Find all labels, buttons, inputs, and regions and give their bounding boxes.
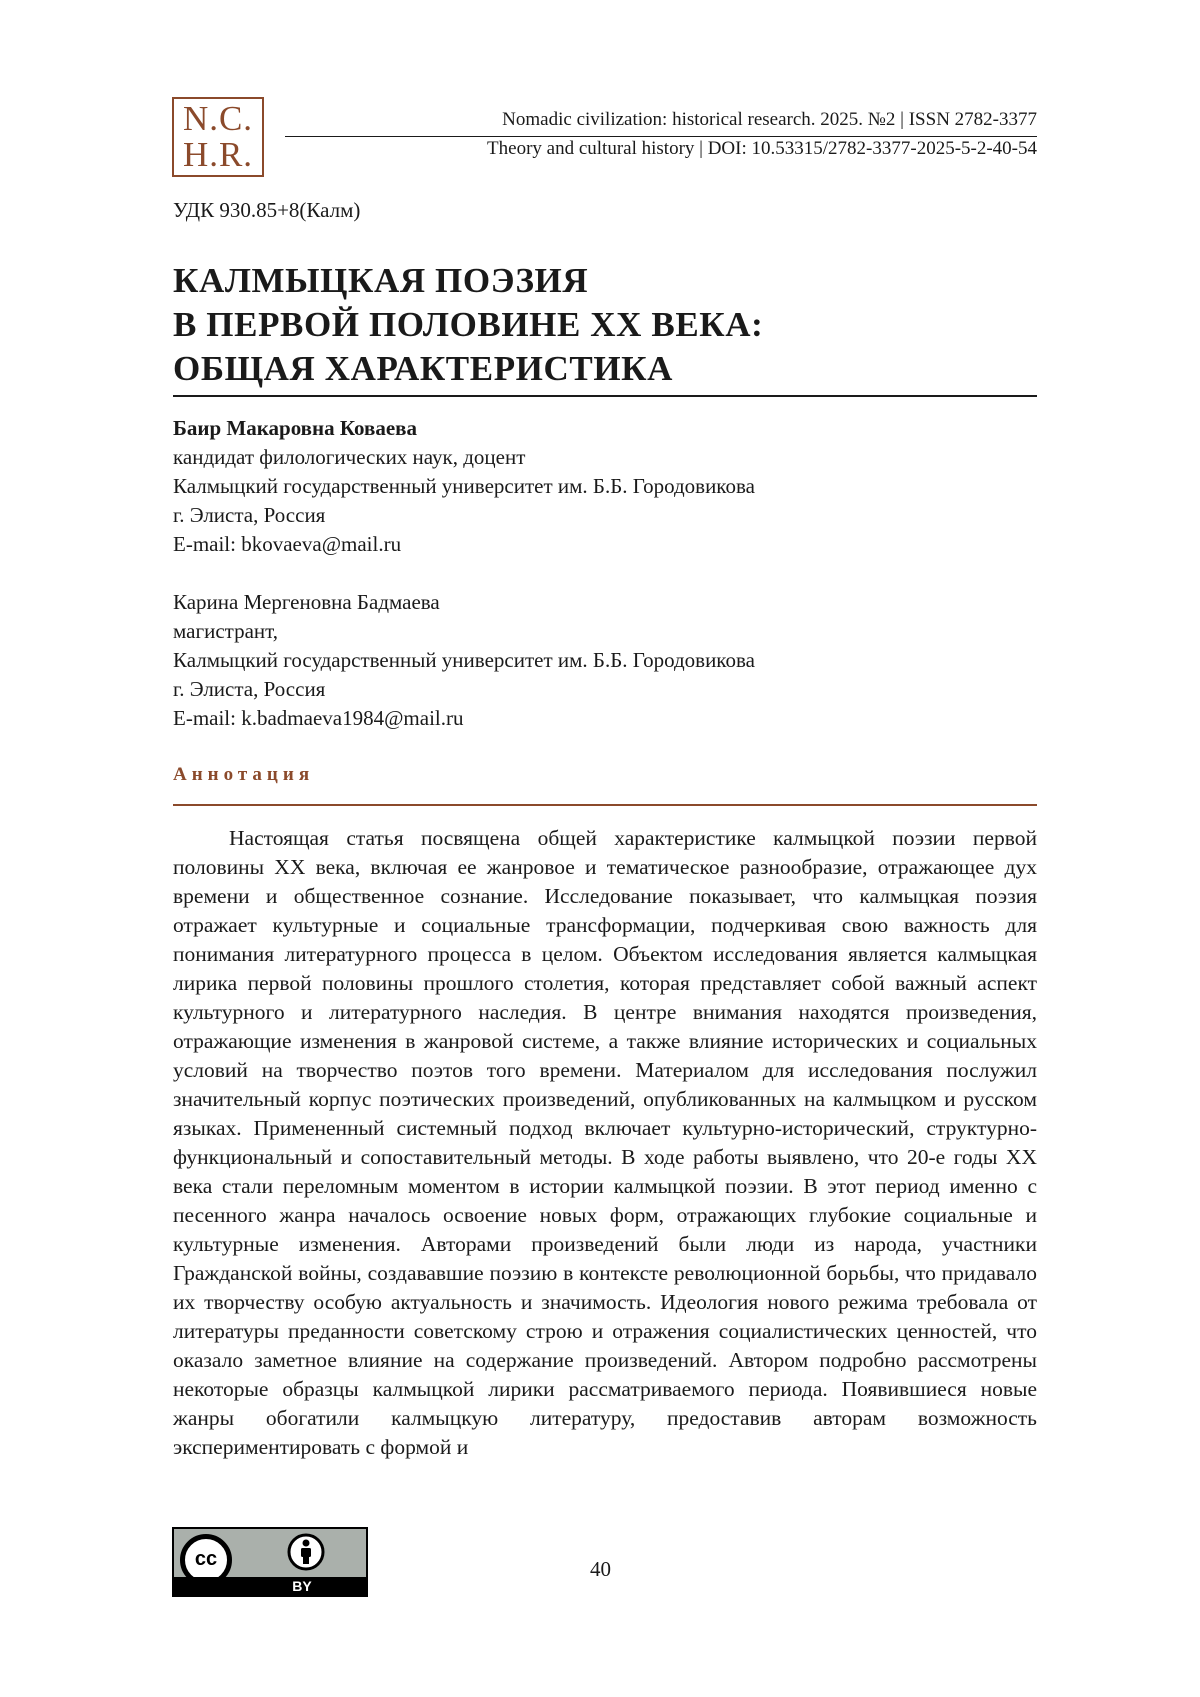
author-info <box>173 414 755 559</box>
udk-code: УДК 930.85+8(Калм) <box>173 198 361 222</box>
author-info <box>173 588 755 733</box>
author-affiliation: Калмыцкий государственный университет им. Б.Б. Городовикова <box>173 474 755 498</box>
annotation-divider <box>173 804 1037 806</box>
journal-logo <box>172 97 264 177</box>
title-line-1: КАЛМЫЦКАЯ ПОЭЗИЯ <box>173 261 589 300</box>
annotation-heading: Аннотация <box>173 764 315 785</box>
author-email[interactable]: E-mail: k.badmaeva1984@mail.ru <box>173 706 464 730</box>
header-divider <box>285 136 1037 137</box>
cc-label: cc <box>194 1548 218 1570</box>
by-label: BY <box>292 1578 312 1594</box>
title-divider <box>173 395 1037 397</box>
logo-line-1: N.C. <box>182 99 254 138</box>
author-degree: кандидат филологических наук, доцент <box>173 445 526 469</box>
page-number: 40 <box>590 1557 611 1581</box>
author-degree: магистрант, <box>173 619 278 643</box>
journal-doi-line: Theory and cultural history | DOI: 10.53315/2782-3377-2025-5-2-40-54 <box>487 138 1037 159</box>
badge-bar <box>174 1577 366 1595</box>
author-name: Карина Мергеновна Бадмаева <box>173 590 440 614</box>
authors-section <box>173 414 755 762</box>
author-name: Баир Макаровна Коваева <box>173 416 418 440</box>
article-title <box>173 259 1043 391</box>
author-email[interactable]: E-mail: bkovaeva@mail.ru <box>173 532 402 556</box>
author-city: г. Элиста, Россия <box>173 503 326 527</box>
annotation-text: Настоящая статья посвящена общей характеристике калмыцкой поэзии первой половины XX века, включая ее жанровое и тематическое разнообразие, отражающее дух времени и общественное сознание. Исследование показывает, что калмыцкая поэзия отражает культурные и социальные трансформации, подчеркивая свою важность для понимания литературного процесса в целом. Объектом исследования является калмыцкая лирика первой половины прошлого столетия, которая представляет собой важный аспект культурного и литературного наследия. В центре внимания находятся произведения, отражающие изменения в жанровой системе, а также влияние исторических и социальных условий на творчество поэтов того времени. Материалом для исследования послужил значительный корпус поэтических произведений, опубликованных на калмыцком и русском языках. Примененный системный подход включает культурно-исторический, структурно-функциональный и сопоставительный методы. В ходе работы выявлено, что 20-е годы XX века стали переломным моментом в истории калмыцкой поэзии. В этот период именно с песенного жанра началось освоение новых форм, отражающих глубокие социальные и культурные изменения. Авторами произведений были люди из народа, участники Гражданской войны, создававшие поэзию в контексте революционной борьбы, что придавало их творчеству особую актуальность и значимость. Идеология нового режима требовала от литературы преданности советскому строю и отражения социалистических ценностей, что оказало заметное влияние на содержание произведений. Автором подробно рассмотрены некоторые образцы калмыцкой лирики рассматриваемого периода. Появившиеся новые жанры обогатили калмыцкую литературу, предоставив авторам возможность экспериментировать с формой и <box>173 826 1037 1459</box>
person-icon <box>286 1532 326 1572</box>
author-affiliation: Калмыцкий государственный университет им. Б.Б. Городовикова <box>173 648 755 672</box>
logo-line-2: H.R. <box>182 135 254 174</box>
title-line-3: ОБЩАЯ ХАРАКТЕРИСТИКА <box>173 349 674 388</box>
cc-by-license-badge[interactable] <box>172 1527 368 1597</box>
author-city: г. Элиста, Россия <box>173 677 326 701</box>
title-line-2: В ПЕРВОЙ ПОЛОВИНЕ XX ВЕКА: <box>173 305 764 344</box>
journal-citation-line: Nomadic civilization: historical research. 2025. №2 | ISSN 2782-3377 <box>502 109 1037 130</box>
